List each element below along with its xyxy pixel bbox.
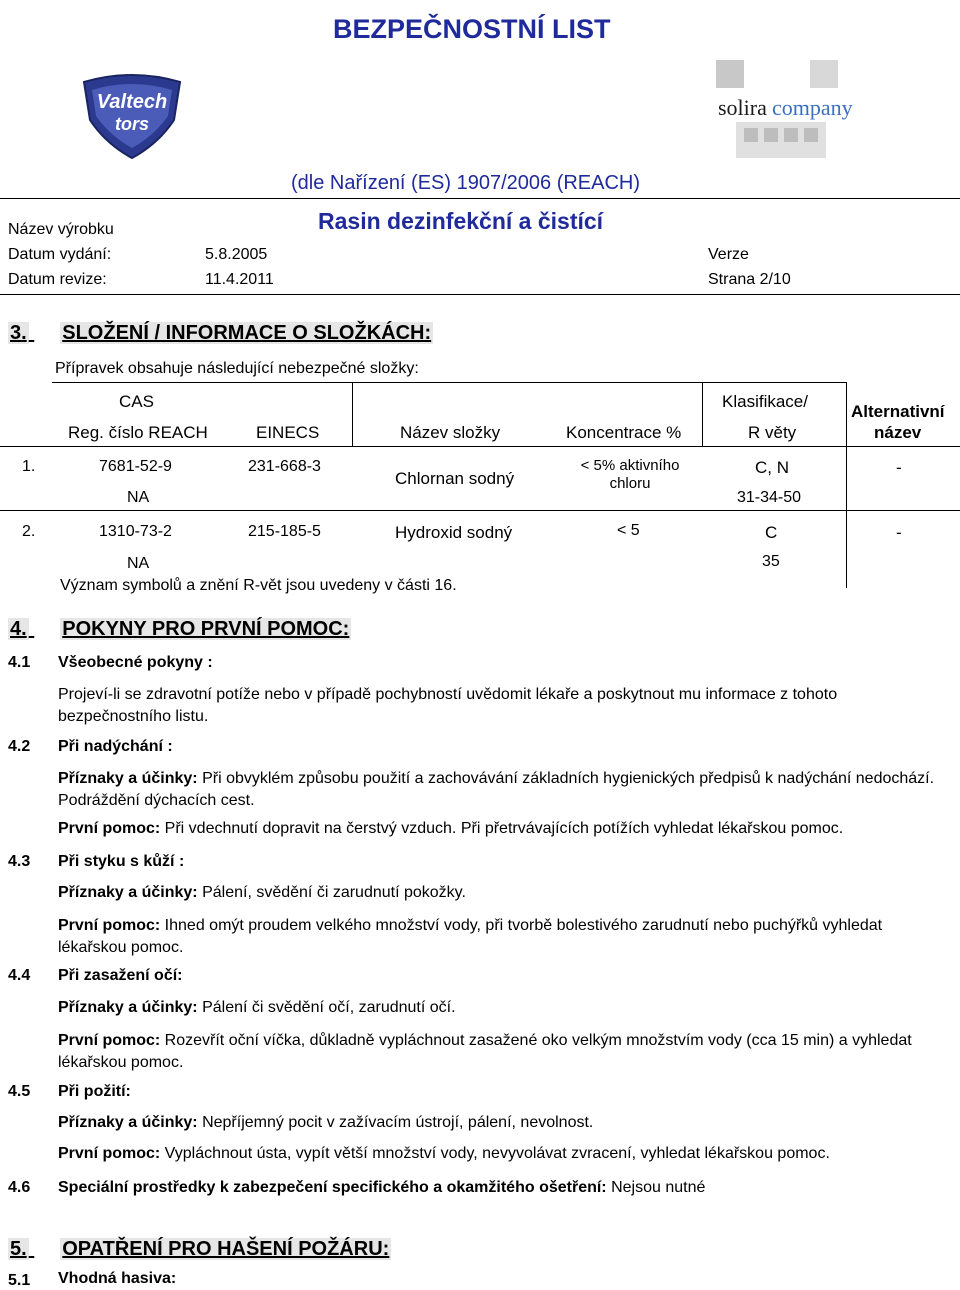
symptoms-label: Příznaky a účinky: (58, 1114, 198, 1131)
concentration-line-2: chloru (609, 475, 651, 492)
first-aid-label: První pomoc: (58, 820, 161, 837)
section-5-number: 5. (10, 1238, 27, 1260)
symptoms-text: Pálení, svědění či zarudnutí pokožky. (197, 884, 466, 901)
subsection-title: Při požití: (58, 1083, 131, 1100)
svg-text:tors: tors (114, 114, 150, 134)
first-aid-label: První pomoc: (58, 1032, 161, 1049)
subsection-title: Všeobecné pokyny : (58, 654, 213, 671)
page-number: Strana 2/10 (708, 271, 791, 288)
inhalation-first-aid (58, 820, 843, 838)
col-reg: Reg. číslo REACH (68, 423, 208, 442)
first-aid-text: Rozevřít oční víčka, důkladně vypláchnout zasažené oko velkým množstvím vody (cca 15 min) a vyhledat lékařskou pomoc. (58, 1032, 912, 1071)
concentration: < 5 (617, 522, 640, 539)
table-vline (352, 382, 353, 446)
classification: C, N (755, 458, 789, 477)
col-name: Název složky (400, 423, 501, 442)
r-phrases: 31-34-50 (737, 489, 802, 506)
regulation-subtitle: (dle Nařízení (ES) 1907/2006 (REACH) (291, 172, 641, 194)
first-aid-text: Vypláchnout ústa, vypít větší množství vody, nevyvolávat zvracení, vyhledat lékařskou pomoc. (160, 1145, 830, 1162)
table-row-line (0, 510, 960, 511)
skin-first-aid (58, 915, 938, 959)
concentration-line-1: < 5% aktivního (580, 457, 680, 474)
first-aid-label: První pomoc: (58, 917, 161, 934)
symptoms-label: Příznaky a účinky: (58, 770, 198, 787)
col-alt-1: Alternativní (851, 402, 945, 421)
subsection-number: 4.2 (8, 738, 31, 755)
general-instructions-text: Projeví-li se zdravotní potíže nebo v případě pochybností uvědomit lékaře a poskytnout mu informace z tohoto bezpečnostního listu. (58, 686, 838, 725)
subsection-number: 4.3 (8, 853, 31, 870)
inhalation-symptoms (58, 768, 948, 812)
ingestion-first-aid (58, 1145, 830, 1163)
r-phrases: 35 (762, 553, 780, 570)
svg-text:solira: solira (718, 95, 767, 120)
section-5-title: OPATŘENÍ PRO HAŠENÍ POŽÁRU: (62, 1238, 390, 1260)
col-einecs: EINECS (256, 423, 320, 442)
eye-symptoms (58, 999, 456, 1017)
col-rvety: R věty (748, 423, 797, 442)
subsection-number: 4.1 (8, 654, 31, 671)
section-3-number: 3. (10, 322, 27, 344)
col-cas: CAS (119, 392, 154, 411)
version-label: Verze (708, 246, 749, 263)
cas-number: 7681-52-9 (99, 458, 172, 475)
revision-date-label: Datum revize: (8, 271, 107, 288)
header-divider (0, 198, 960, 199)
subsection-title: Vhodná hasiva: (58, 1270, 177, 1287)
col-conc: Koncentrace % (566, 423, 682, 442)
section-4-title: POKYNY PRO PRVNÍ POMOC: (62, 618, 350, 640)
product-label: Název výrobku (8, 221, 114, 238)
symptoms-label: Příznaky a účinky: (58, 884, 198, 901)
col-klas: Klasifikace/ (722, 392, 808, 411)
document-title: BEZPEČNOSTNÍ LIST (333, 14, 611, 44)
issue-date: 5.8.2005 (205, 246, 268, 263)
ingestion-symptoms (58, 1114, 593, 1132)
valtech-logo (78, 72, 186, 160)
table-note: Význam symbolů a znění R-vět jsou uvedeny v části 16. (60, 577, 457, 594)
special-treatment-text: Nejsou nutné (606, 1179, 706, 1196)
subsection-title: Speciální prostředky k zabezpečení specifického a okamžitého ošetření: (58, 1179, 607, 1196)
table-vline (846, 382, 847, 588)
header-bottom-line (0, 294, 960, 295)
skin-symptoms (58, 884, 466, 902)
alternative-name: - (896, 523, 902, 542)
section-4-number: 4. (10, 618, 27, 640)
symptoms-text: Při obvyklém způsobu použití a zachovávání základních hygienických předpisů k nadýchání nedochází. Podráždění dýchacích cest. (58, 770, 935, 809)
component-name: Hydroxid sodný (395, 523, 513, 542)
section-3-intro: Přípravek obsahuje následující nebezpečné složky: (55, 360, 419, 377)
reg-number: NA (127, 555, 150, 572)
revision-date: 11.4.2011 (205, 271, 274, 288)
subsection-title: Při styku s kůží : (58, 853, 185, 870)
einecs-number: 215-185-5 (248, 523, 321, 540)
symptoms-text: Nepříjemný pocit v zažívacím ústrojí, pálení, nevolnost. (197, 1114, 594, 1131)
einecs-number: 231-668-3 (248, 458, 321, 475)
section-4-heading (8, 618, 351, 641)
classification: C (765, 523, 778, 542)
section-3-title: SLOŽENÍ / INFORMACE O SLOŽKÁCH: (62, 322, 432, 344)
svg-text:company: company (772, 95, 853, 120)
soliracompany-logo (716, 60, 853, 160)
subsection-number: 4.6 (8, 1179, 31, 1196)
section-3-heading (8, 322, 433, 345)
cas-number: 1310-73-2 (99, 523, 172, 540)
component-name: Chlornan sodný (395, 469, 515, 488)
section-5-heading (8, 1238, 391, 1261)
first-aid-text: Při vdechnutí dopravit na čerstvý vzduch. Při přetrvávajících potížích vyhledat lékařskou pomoc. (160, 820, 844, 837)
reg-number: NA (127, 489, 150, 506)
subsection-number: 4.5 (8, 1083, 31, 1100)
row-number: 2. (22, 523, 36, 540)
special-treatment (58, 1179, 705, 1197)
row-number: 1. (22, 458, 36, 475)
subsection-number: 5.1 (8, 1272, 31, 1289)
product-name: Rasin dezinfekční a čistící (318, 208, 604, 234)
col-alt-2: název (874, 423, 922, 442)
issue-date-label: Datum vydání: (8, 246, 112, 263)
subsection-number: 4.4 (8, 967, 31, 984)
symptoms-label: Příznaky a účinky: (58, 999, 198, 1016)
subsection-title: Při nadýchání : (58, 738, 173, 755)
symptoms-text: Pálení či svědění očí, zarudnutí očí. (197, 999, 456, 1016)
first-aid-label: První pomoc: (58, 1145, 161, 1162)
svg-text:Valtech: Valtech (96, 91, 168, 113)
table-top-line (52, 382, 846, 383)
alternative-name: - (896, 458, 902, 477)
table-vline (702, 382, 703, 446)
table-header-line (0, 446, 960, 447)
first-aid-text: Ihned omýt proudem velkého množství vody, při tvorbě bolestivého zarudnutí nebo puchýřků vyhledat lékařskou pomoc. (58, 917, 883, 956)
subsection-title: Při zasažení očí: (58, 967, 183, 984)
eye-first-aid (58, 1030, 938, 1074)
